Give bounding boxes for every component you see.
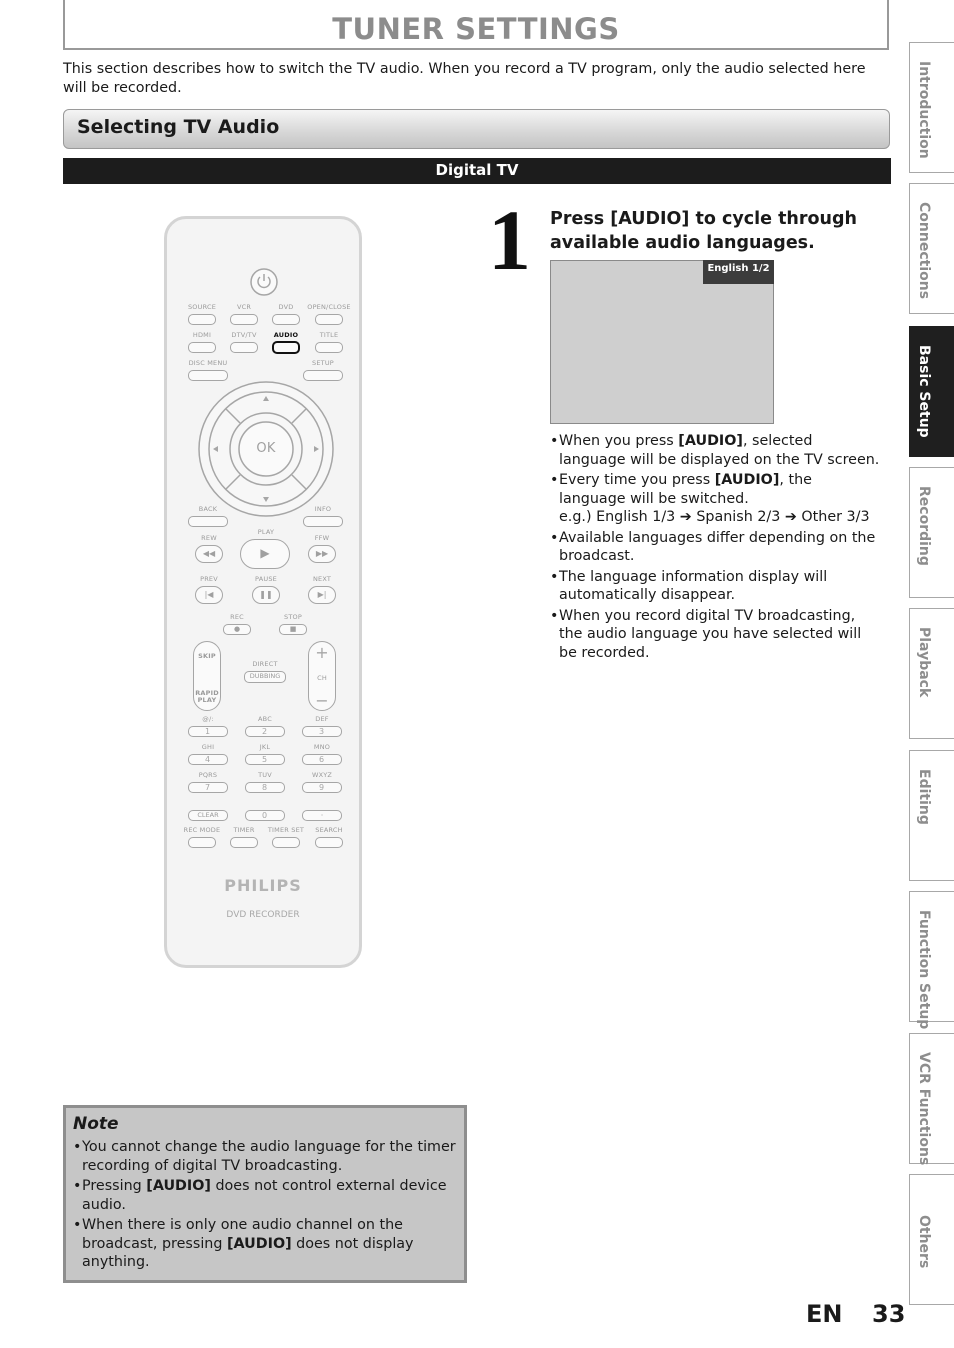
open-close-button	[315, 314, 343, 325]
open-close-label: OPEN/CLOSE	[307, 303, 351, 311]
key-5-sublabel: JKL	[259, 743, 271, 751]
dtv-tv-label: DTV/TV	[231, 331, 257, 339]
key-1	[188, 726, 228, 737]
key-8	[245, 782, 285, 793]
clear-button: CLEAR	[188, 810, 228, 821]
info-label: INFO	[314, 505, 332, 513]
model-label: DVD RECORDER	[226, 910, 300, 920]
remote-control-illustration	[164, 216, 362, 968]
list-item: • The language information display will automatically disappear.	[550, 568, 880, 605]
key-0	[245, 810, 285, 821]
tab-playback[interactable]	[909, 608, 954, 739]
tab-vcr-functions[interactable]	[909, 1033, 954, 1164]
tab-label: Function Setup	[916, 910, 932, 1030]
audio-language-osd: English 1/2	[703, 260, 774, 284]
key-9	[302, 782, 342, 793]
timer-label: TIMER	[233, 826, 255, 834]
key-9-label: 9	[318, 783, 325, 792]
tab-editing[interactable]	[909, 750, 954, 881]
note-title: Note	[73, 1114, 119, 1134]
key-4-label: 4	[204, 755, 211, 764]
play-label: PLAY	[257, 528, 275, 536]
rec-button: ●	[223, 624, 251, 635]
tab-label: Connections	[916, 202, 932, 300]
prev-label: PREV	[200, 575, 218, 583]
subsection-title: Digital TV	[435, 161, 519, 179]
rapid-play-label: RAPID PLAY	[195, 689, 219, 704]
ok-label: OK	[256, 441, 276, 456]
page-number: 33	[872, 1300, 906, 1328]
skip-label: SKIP	[198, 652, 216, 660]
rec-mode-label: REC MODE	[183, 826, 221, 834]
list-item: • When you press [AUDIO], selected language will be displayed on the TV screen.	[550, 432, 880, 469]
language-code: EN	[806, 1300, 843, 1328]
dtv-tv-button	[230, 342, 258, 353]
pause-label: PAUSE	[255, 575, 277, 583]
dot-button: ·	[302, 810, 342, 821]
list-item: • When there is only one audio channel on the broadcast, pressing [AUDIO] does not display anything.	[73, 1216, 457, 1272]
timer-button	[230, 837, 258, 848]
key-8-sublabel: TUV	[258, 771, 272, 779]
setup-label: SETUP	[312, 359, 334, 367]
tab-label: Basic Setup	[916, 345, 932, 438]
audio-button	[272, 341, 300, 354]
key-6-label: 6	[318, 755, 325, 764]
timer-set-label: TIMER SET	[267, 826, 305, 834]
info-button	[303, 516, 343, 527]
tab-label: Introduction	[916, 61, 932, 159]
tab-basic-setup[interactable]	[909, 326, 954, 457]
key-9-sublabel: WXYZ	[311, 771, 333, 779]
ffw-button: ▶▶	[308, 545, 336, 563]
tab-label: Others	[916, 1215, 932, 1269]
key-3	[302, 726, 342, 737]
step-title: Press [AUDIO] to cycle through available audio languages.	[550, 209, 857, 253]
rew-label: REW	[201, 534, 217, 542]
key-4	[188, 754, 228, 765]
tab-label: VCR Functions	[916, 1052, 932, 1166]
play-button: ▶	[240, 539, 290, 569]
list-item: • When you record digital TV broadcasting, the audio language you have selected will be recorded.	[550, 607, 880, 663]
key-5	[245, 754, 285, 765]
rec-mode-button	[188, 837, 216, 848]
key-2	[245, 726, 285, 737]
key-4-sublabel: GHI	[201, 743, 215, 751]
dvd-button	[272, 314, 300, 325]
key-6	[302, 754, 342, 765]
search-button	[315, 837, 343, 848]
source-label: SOURCE	[187, 303, 217, 311]
rec-label: REC	[230, 613, 244, 621]
tv-screen-illustration	[550, 260, 774, 424]
ffw-label: FFW	[314, 534, 330, 542]
section-title: Selecting TV Audio	[77, 116, 280, 138]
audio-label: AUDIO	[273, 331, 299, 339]
key-6-sublabel: MNO	[313, 743, 331, 751]
step-number: 1	[488, 192, 531, 288]
channel-up-icon: +	[315, 643, 329, 662]
ch-label: CH	[317, 674, 327, 682]
key-1-label: 1	[204, 727, 211, 736]
key-3-sublabel: DEF	[315, 715, 329, 723]
list-item: • Pressing [AUDIO] does not control external device audio.	[73, 1177, 457, 1214]
disc-menu-label: DISC MENU	[188, 359, 228, 367]
key-1-sublabel: @/:	[202, 715, 214, 723]
key-3-label: 3	[318, 727, 325, 736]
source-button	[188, 314, 216, 325]
timer-set-button	[272, 837, 300, 848]
note-list	[73, 1138, 457, 1274]
tab-recording[interactable]	[909, 467, 954, 598]
tab-label: Recording	[916, 486, 932, 566]
title-button	[315, 342, 343, 353]
vcr-button	[230, 314, 258, 325]
key-7-label: 7	[204, 783, 211, 792]
tab-function-setup[interactable]	[909, 891, 954, 1030]
list-item: • You cannot change the audio language for the timer recording of digital TV broadcasting.	[73, 1138, 457, 1175]
key-5-label: 5	[261, 755, 268, 764]
next-button: ▶|	[308, 586, 336, 604]
stop-button: ■	[279, 624, 307, 635]
list-item: • Available languages differ depending on the broadcast.	[550, 529, 880, 566]
stop-label: STOP	[284, 613, 302, 621]
list-item: • Every time you press [AUDIO], the language will be switched. e.g.) English 1/3 ➔ Spanish 2/3 ➔ Other 3/3	[550, 471, 880, 527]
key-7-sublabel: PQRS	[198, 771, 218, 779]
search-label: SEARCH	[315, 826, 343, 834]
key-2-sublabel: ABC	[258, 715, 272, 723]
pause-button: ❚❚	[252, 586, 280, 604]
next-label: NEXT	[312, 575, 332, 583]
example-sequence: e.g.) English 1/3 ➔ Spanish 2/3 ➔ Other 3/3	[559, 509, 870, 525]
direct-dubbing-button: DUBBING	[244, 671, 286, 683]
back-button	[188, 516, 228, 527]
direct-label: DIRECT	[252, 660, 278, 668]
key-7	[188, 782, 228, 793]
back-label: BACK	[198, 505, 218, 513]
tab-label: Playback	[916, 627, 932, 698]
tab-others[interactable]	[909, 1174, 954, 1305]
tab-introduction[interactable]	[909, 42, 954, 173]
hdmi-label: HDMI	[192, 331, 212, 339]
channel-down-icon: −	[315, 691, 329, 710]
title-label: TITLE	[319, 331, 339, 339]
tab-connections[interactable]	[909, 183, 954, 314]
dvd-label: DVD	[278, 303, 294, 311]
power-icon	[249, 267, 279, 297]
step-notes-list	[550, 432, 880, 664]
page-title: TUNER SETTINGS	[332, 12, 620, 46]
key-0-label: 0	[261, 811, 268, 820]
hdmi-button	[188, 342, 216, 353]
prev-button: |◀	[195, 586, 223, 604]
key-2-label: 2	[261, 727, 268, 736]
rew-button: ◀◀	[195, 545, 223, 563]
intro-text: This section describes how to switch the TV audio. When you record a TV program, only the audio selected here will be recorded.	[63, 61, 866, 96]
key-8-label: 8	[261, 783, 268, 792]
tab-label: Editing	[916, 769, 932, 825]
brand-logo: PHILIPS	[224, 876, 302, 895]
vcr-label: VCR	[236, 303, 252, 311]
